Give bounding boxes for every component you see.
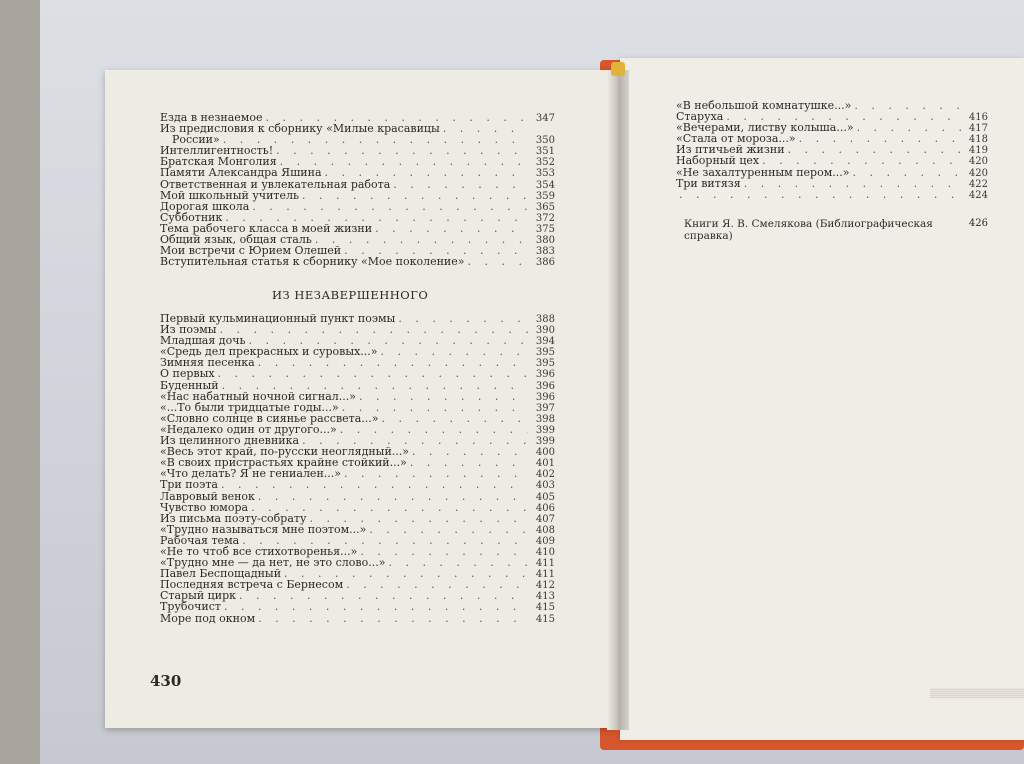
toc-entry-title: Чувство юмора bbox=[160, 500, 249, 514]
toc-entry-title: «Не то чтоб все стихотворенья...» bbox=[160, 544, 358, 558]
toc-entry-page: 410 bbox=[535, 546, 555, 558]
toc-leader-dots bbox=[410, 457, 528, 468]
toc-entry-page: 412 bbox=[535, 580, 555, 592]
toc-leader-dots bbox=[857, 122, 961, 133]
toc-entry-page: 354 bbox=[535, 179, 555, 191]
toc-leader-dots bbox=[854, 100, 961, 111]
toc-leader-dots bbox=[325, 167, 528, 178]
toc-entry-title: Младшая дочь bbox=[160, 334, 246, 348]
toc-leader-dots bbox=[252, 201, 528, 212]
toc-entry-page: 350 bbox=[535, 135, 555, 147]
toc-entry-title: России» bbox=[172, 133, 220, 147]
reference-title: Книги Я. В. Смелякова (Библиографическая справка) bbox=[684, 218, 933, 242]
toc-leader-dots bbox=[744, 178, 961, 189]
toc-entry-title: Рабочая тема bbox=[160, 533, 240, 547]
toc-entry-page: 399 bbox=[535, 424, 555, 436]
toc-entry-page: 353 bbox=[535, 168, 555, 180]
toc-entry-page: 396 bbox=[535, 369, 555, 381]
toc-entry-title: Интеллигентность! bbox=[160, 144, 274, 158]
toc-entry-page: 395 bbox=[535, 358, 555, 370]
toc-entry-page: 418 bbox=[968, 134, 988, 146]
page-number: 430 bbox=[150, 672, 182, 690]
toc-entry-page: 420 bbox=[968, 156, 988, 168]
toc-entry-title: Из письма поэту-собрату bbox=[160, 511, 307, 525]
toc-entry-title: Езда в незнаемое bbox=[160, 111, 263, 124]
toc-entry-page: 403 bbox=[535, 480, 555, 492]
toc-entry-title: «Нас набатный ночной сигнал...» bbox=[160, 389, 356, 403]
toc-entry-title: «В своих пристрастьях крайне стойкий...» bbox=[160, 456, 407, 470]
toc-entry-title: «Что делать? Я не гениален...» bbox=[160, 467, 341, 481]
toc-leader-dots bbox=[398, 313, 528, 324]
toc-entry-page: 395 bbox=[535, 347, 555, 359]
section-heading: ИЗ НЕЗАВЕРШЕННОГО bbox=[272, 288, 429, 302]
toc-leader-dots bbox=[258, 613, 528, 624]
toc-entry-page: 347 bbox=[535, 113, 555, 124]
toc-entry-page: 396 bbox=[535, 391, 555, 403]
toc-entry-page: 397 bbox=[535, 402, 555, 414]
toc-leader-dots bbox=[799, 133, 961, 144]
book-gutter bbox=[607, 70, 629, 730]
toc-entry-title: «Средь дел прекрасных и суровых...» bbox=[160, 345, 378, 359]
toc-entry-title: О первых bbox=[160, 367, 215, 381]
toc-entry-title: Старый цирк bbox=[160, 589, 237, 603]
toc-entry-title: Ответственная и увлекательная работа bbox=[160, 177, 391, 191]
toc-entry-title: Трубочист bbox=[160, 600, 221, 614]
toc-entry-page: 399 bbox=[535, 436, 555, 448]
toc-entry bbox=[676, 178, 988, 189]
toc-entry-page: 415 bbox=[535, 613, 555, 625]
toc-entry-page: 372 bbox=[535, 212, 555, 224]
toc-entry bbox=[160, 256, 555, 267]
toc-leader-dots bbox=[369, 524, 528, 535]
toc-leader-dots bbox=[412, 446, 528, 457]
toc-entry bbox=[160, 357, 555, 368]
toc-entry-title: «Не захалтуренным пером...» bbox=[676, 165, 850, 179]
toc-left-bottom bbox=[160, 313, 555, 624]
toc-entry-title: «...То были тридцатые годы...» bbox=[160, 400, 339, 414]
toc-leader-dots bbox=[382, 413, 528, 424]
toc-leader-dots bbox=[393, 179, 528, 190]
bookmark-ribbon bbox=[611, 62, 625, 76]
toc-entry bbox=[160, 479, 555, 490]
toc-leader-dots bbox=[276, 145, 528, 156]
toc-entry-page: 415 bbox=[535, 602, 555, 614]
toc-entry-title: Общий язык, общая сталь bbox=[160, 233, 312, 247]
toc-entry-page: 359 bbox=[535, 190, 555, 202]
toc-entry bbox=[676, 189, 988, 200]
toc-leader-dots bbox=[346, 579, 528, 590]
toc-leader-dots bbox=[220, 324, 528, 335]
toc-entry bbox=[160, 167, 555, 178]
toc-leader-dots bbox=[360, 546, 528, 557]
toc-entry-page: 352 bbox=[535, 157, 555, 169]
reference-entry bbox=[684, 218, 988, 242]
toc-entry-title: Мои встречи с Юрием Олешей bbox=[160, 244, 342, 258]
toc-leader-dots bbox=[258, 491, 528, 502]
toc-leader-dots bbox=[467, 256, 528, 267]
toc-entry-title: Море под окном bbox=[160, 611, 256, 625]
toc-entry-page: 413 bbox=[535, 591, 555, 603]
toc-leader-dots bbox=[218, 368, 528, 379]
toc-entry-page: 351 bbox=[535, 146, 555, 158]
toc-entry-page: 375 bbox=[535, 223, 555, 235]
toc-entry-title: «Словно солнце в сиянье рассвета...» bbox=[160, 411, 379, 425]
toc-entry-page: 383 bbox=[535, 246, 555, 258]
toc-entry-page: 406 bbox=[535, 502, 555, 514]
toc-entry-title: Из целинного дневника bbox=[160, 434, 300, 448]
toc-leader-dots bbox=[679, 189, 961, 200]
toc-entry-page: 411 bbox=[535, 558, 555, 570]
toc-entry-title: Три витязя bbox=[676, 176, 741, 190]
toc-leader-dots bbox=[302, 190, 528, 201]
toc-leader-dots bbox=[381, 346, 528, 357]
toc-leader-dots bbox=[443, 123, 528, 134]
toc-leader-dots bbox=[221, 479, 528, 490]
toc-entry-page: 401 bbox=[535, 458, 555, 470]
toc-entry-page: 407 bbox=[535, 513, 555, 525]
toc-entry bbox=[160, 313, 555, 324]
toc-entry-page: 396 bbox=[535, 380, 555, 392]
toc-entry-title: Лавровый венок bbox=[160, 489, 255, 503]
toc-entry-page: 422 bbox=[968, 178, 988, 190]
toc-entry-page: 365 bbox=[535, 201, 555, 213]
toc-leader-dots bbox=[239, 590, 528, 601]
toc-leader-dots bbox=[762, 155, 961, 166]
toc-entry-title: «В небольшой комнатушке...» bbox=[676, 99, 852, 112]
toc-entry-title: «Трудно мне — да нет, не это слово...» bbox=[160, 556, 386, 570]
toc-entry-title: Из поэмы bbox=[160, 323, 217, 337]
toc-entry bbox=[160, 179, 555, 190]
toc-entry bbox=[160, 491, 555, 502]
toc-entry-page: 424 bbox=[968, 189, 988, 201]
toc-entry-title: «Вечерами, листву колыша...» bbox=[676, 121, 854, 135]
toc-left-top bbox=[160, 112, 555, 267]
toc-entry-title: Тема рабочего класса в моей жизни bbox=[160, 221, 373, 235]
toc-entry-title: Из предисловия к сборнику «Милые красавицы bbox=[160, 122, 440, 136]
toc-entry-title: «Трудно называться мне поэтом...» bbox=[160, 522, 367, 536]
toc-entry-title: «Весь этот край, по-русски неоглядный...» bbox=[160, 445, 409, 459]
toc-entry-title: Братская Монголия bbox=[160, 155, 277, 169]
toc-entry-title: Старуха bbox=[676, 110, 724, 124]
toc-entry bbox=[160, 380, 555, 391]
toc-entry-title: Первый кульминационный пункт поэмы bbox=[160, 312, 396, 325]
toc-leader-dots bbox=[315, 234, 528, 245]
toc-entry-title: Субботник bbox=[160, 210, 223, 224]
toc-entry-title: Павел Беспощадный bbox=[160, 567, 282, 581]
toc-leader-dots bbox=[853, 167, 962, 178]
toc-entry-title: Три поэта bbox=[160, 478, 218, 492]
toc-entry-page: 402 bbox=[535, 469, 555, 481]
toc-entry-page: 408 bbox=[535, 524, 555, 536]
toc-entry-page: 419 bbox=[968, 145, 988, 157]
background-left-edge bbox=[0, 0, 40, 764]
toc-entry bbox=[676, 167, 988, 178]
toc-leader-dots bbox=[258, 357, 528, 368]
toc-entry-page: 405 bbox=[535, 491, 555, 503]
toc-right bbox=[676, 100, 988, 200]
toc-entry-title: Наборный цех bbox=[676, 154, 760, 168]
toc-entry-page: 390 bbox=[535, 325, 555, 337]
toc-entry bbox=[160, 601, 555, 612]
toc-entry-page: 398 bbox=[535, 413, 555, 425]
page-edges bbox=[930, 688, 1024, 698]
toc-entry bbox=[160, 613, 555, 624]
toc-entry-title: «Недалеко один от другого...» bbox=[160, 422, 337, 436]
toc-entry-page: 420 bbox=[968, 167, 988, 179]
toc-entry-page: 417 bbox=[968, 123, 988, 135]
toc-entry-title: Вступительная статья к сборнику «Мое поколение» bbox=[160, 255, 465, 269]
toc-entry-title: Мой школьный учитель bbox=[160, 188, 299, 202]
toc-leader-dots bbox=[344, 468, 528, 479]
toc-entry-title: Из птичьей жизни bbox=[676, 143, 785, 157]
toc-entry-title: Памяти Александра Яшина bbox=[160, 166, 322, 180]
toc-leader-dots bbox=[222, 380, 528, 391]
toc-entry bbox=[676, 155, 988, 166]
toc-entry bbox=[160, 468, 555, 479]
toc-entry-title: Буденный bbox=[160, 378, 219, 392]
toc-entry-page: 380 bbox=[535, 235, 555, 247]
toc-entry-page: 400 bbox=[535, 447, 555, 459]
toc-entry-page: 386 bbox=[535, 257, 555, 269]
toc-leader-dots bbox=[224, 601, 528, 612]
toc-entry-title: Последняя встреча с Бернесом bbox=[160, 578, 344, 592]
toc-entry-page: 388 bbox=[535, 314, 555, 325]
toc-entry-page: 409 bbox=[535, 535, 555, 547]
toc-entry-title: Зимняя песенка bbox=[160, 356, 255, 370]
reference-page: 426 bbox=[968, 218, 988, 229]
toc-entry-title: Дорогая школа bbox=[160, 199, 250, 213]
toc-entry-title: «Стала от мороза...» bbox=[676, 132, 796, 146]
toc-leader-dots bbox=[388, 557, 528, 568]
toc-entry-page: 416 bbox=[968, 112, 988, 124]
toc-entry-page: 394 bbox=[535, 336, 555, 348]
toc-leader-dots bbox=[340, 424, 528, 435]
toc-leader-dots bbox=[788, 144, 961, 155]
toc-entry-page: 411 bbox=[535, 569, 555, 581]
toc-leader-dots bbox=[375, 223, 528, 234]
toc-leader-dots bbox=[359, 391, 528, 402]
toc-entry bbox=[160, 368, 555, 379]
